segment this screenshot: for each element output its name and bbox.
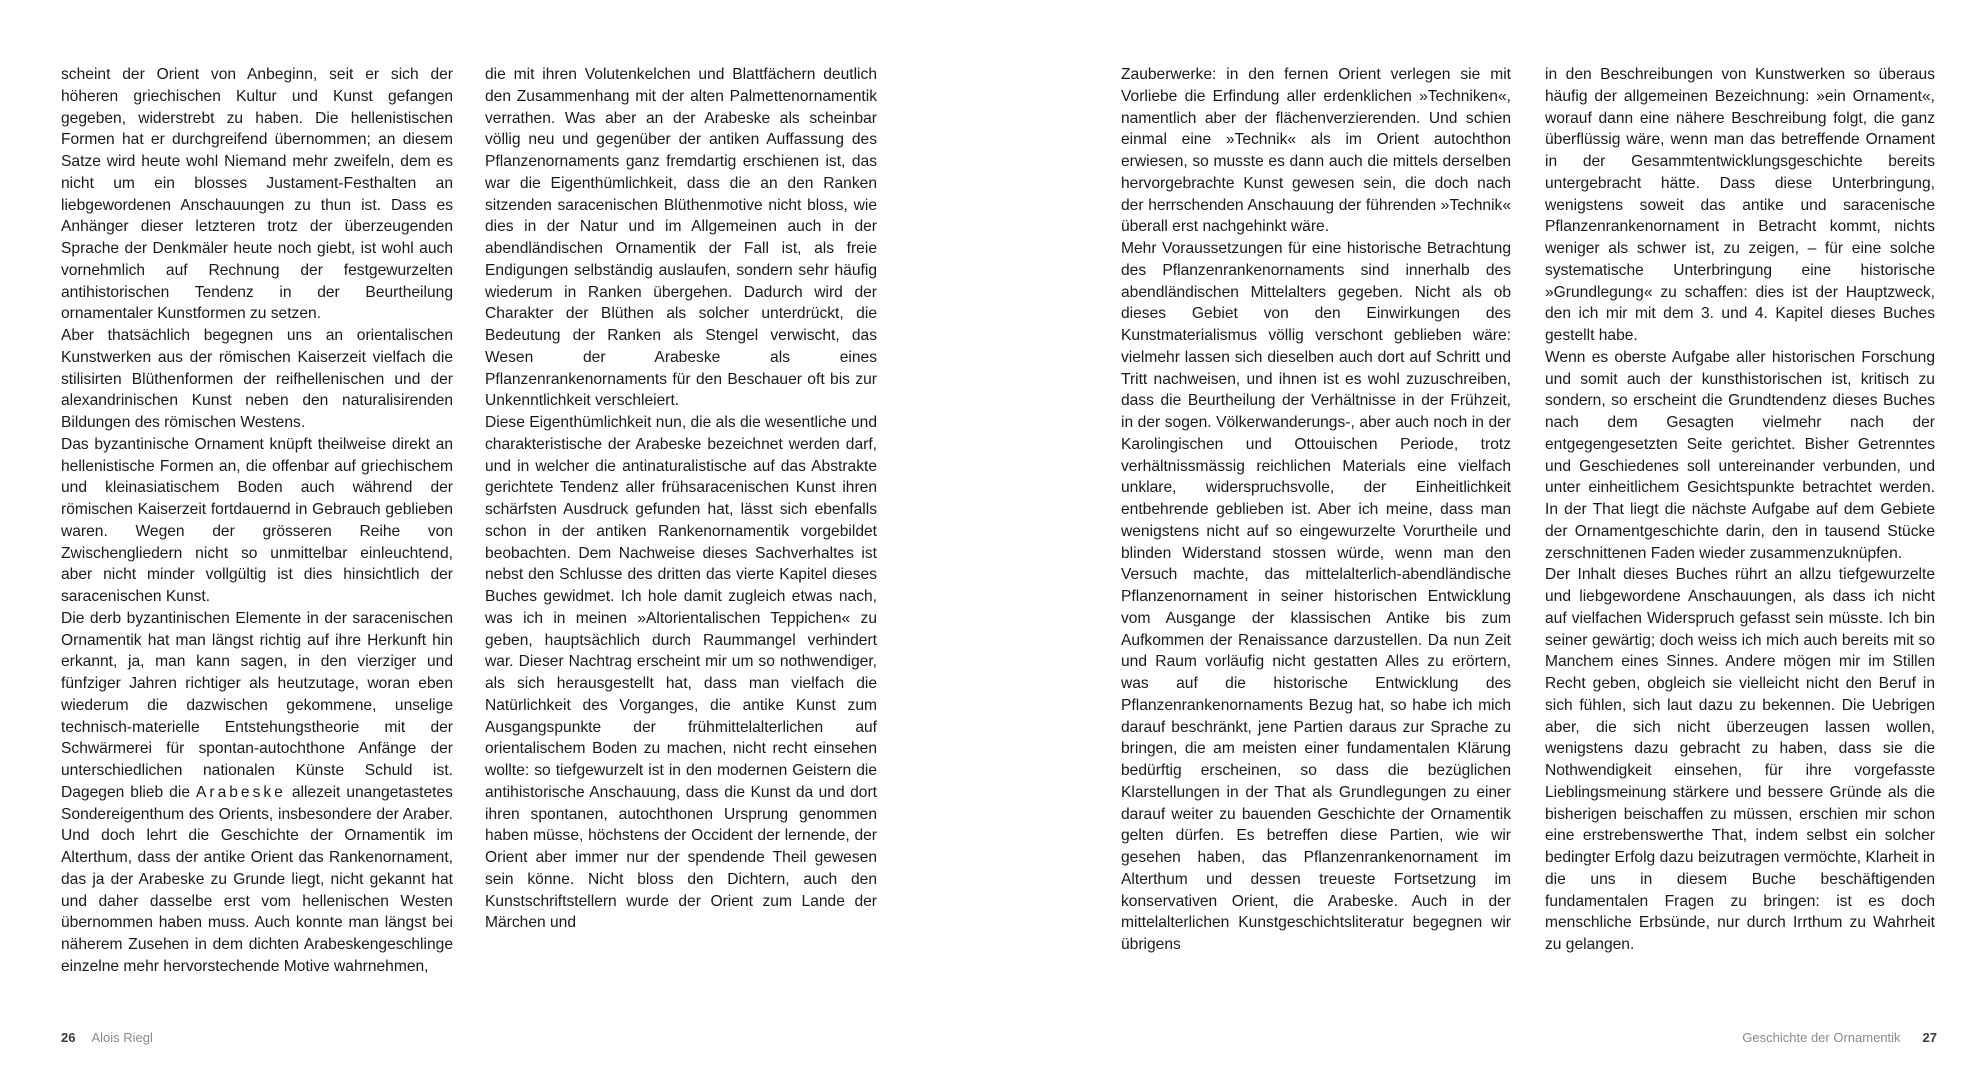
- right-page: [992, 0, 1984, 1086]
- text-run: allezeit unangetastetes Sondereigenthum des Orients, insbesondere der Araber. Und doch lehrt die Geschichte der Ornamentik im Alterthum, dass der antike Orient das Rankenornament, das ja der Arabeske zu Grunde liegt, nicht gekannt hat und daher dasselbe erst vom hellenischen Westen übernommen haben muss. Auch konnte man längst bei näherem Zusehen in dem dichten Arabeskengeschlinge einzelne mehr hervorstechende Motive wahrnehmen,: [61, 783, 453, 975]
- paragraph: Zauberwerke: in den fernen Orient verlegen sie mit Vorliebe die Erfindung aller erdenklichen »Techniken«, namentlich aber der flächenverzierenden. Und schien einmal eine »Technik« als im Orient autochthon erwiesen, so musste es dann auch die mittels derselben hervorgebrachte Kunst gewesen sein, die doch nach der herrschenden Anschauung der führenden »Technik« überall erst nachgehinkt wäre.: [1121, 66, 1511, 236]
- paragraph: Aber thatsächlich begegnen uns an orientalischen Kunstwerken aus der römischen Kaiserzeit vielfach die stilisirten Blüthenformen der reifhellenischen und der alexandrinischen Kunst neben den naturalisirenden Bildungen des römischen Westens.: [61, 327, 453, 431]
- left-page-column-2: [485, 64, 877, 934]
- paragraph: Das byzantinische Ornament knüpft theilweise direkt an hellenistische Formen an, die offenbar auf griechischem und kleinasiatischem Boden auch während der römischen Kaiserzeit fortdauernd in Gebrauch geblieben waren. Wegen der grösseren Reihe von Zwischengliedern nicht so unmittelbar einleuchtend, aber nicht minder vollgültig ist dies hinsichtlich der saracenischen Kunst.: [61, 435, 453, 605]
- running-head-title: Geschichte der Ornamentik: [1742, 1030, 1901, 1045]
- right-page-column-2: [1545, 64, 1935, 956]
- page-number: 26: [61, 1030, 76, 1045]
- running-head-author: Alois Riegl: [91, 1030, 153, 1045]
- paragraph: Diese Eigenthümlichkeit nun, die als die wesentliche und charakteristische der Arabeske bezeichnet werden darf, und in welcher die antinaturalistische auf das Abstrakte gerichtete Tendenz aller frühsaracenischen Kunst ihren schärfsten Ausdruck gefunden hat, lässt sich ebenfalls schon in der antiken Rankenornamentik vorgebildet beobachten. Dem Nachweise dieses Sachverhaltes ist nebst den Schlusse des dritten das vierte Kapitel dieses Buches gewidmet. Ich hole damit zugleich etwas nach, was ich in meinen »Altorientalischen Teppichen« zu geben, hauptsächlich durch Raummangel verhindert war. Dieser Nachtrag erscheint mir um so nothwendiger, als sich herausgestellt hat, dass man vielfach die Natürlichkeit des Vorganges, die antike Kunst zum Ausgangspunkte der frühmittelalterlichen auf orientalischem Boden zu machen, nicht recht einsehen wollte: so tiefgewurzelt ist in den modernen Geistern die antihistorische Anschauung, dass die Kunst da und dort ihren spontanen, autochthonen Ursprung genommen haben müsse, höchstens der Occident der lernende, der Orient aber immer nur der spendende Theil gewesen sein könne. Nicht bloss den Dichtern, auch den Kunstschriftstellern wurde der Orient zum Lande der Märchen und: [485, 414, 877, 932]
- paragraph: [61, 608, 453, 978]
- paragraph: Mehr Voraussetzungen für eine historische Betrachtung des Pflanzenrankenornaments sind innerhalb des abendländischen Mittelalters gegeben. Nicht als ob dieses Gebiet von den Einwirkungen des Kunstmaterialismus völlig verschont geblieben wäre: vielmehr lassen sich dieselben auch dort auf Schritt und Tritt nachweisen, und ihnen ist es wohl zuzuschreiben, dass die Beurtheilung der Verhältnisse in der Frühzeit, in der sogen. Völkerwanderungs-, aber auch noch in der Karolingischen und Ottouischen Periode, trotz verhältnissmässig reichlichen Materials eine vielfach unklare, widerspruchsvolle, der Einheitlichkeit entbehrende geblieben ist. Aber ich meine, dass man wenigstens nicht auf so eingewurzelte Vorurtheile und blinden Widerstand stossen würde, wenn man den Versuch machte, das mittelalterlich-abendländische Pflanzenornament in seiner historischen Entwicklung vom Ausgange der klassischen Antike bis zum Aufkommen der Renaissance darzustellen. Da nun Zeit und Raum vorläufig nicht gestatten Alles zu erörtern, was auf die historische Entwicklung des Pflanzenrankenornaments Bezug hat, so habe ich mich darauf beschränkt, jene Partien daraus zur Sprache zu bringen, die am meisten einer fundamentalen Klärung bedürftig erscheinen, so dass die bezüglichen Klarstellungen in der That als Grundlegungen zu einer darauf weiter zu bauenden Geschichte der Ornamentik gelten dürfen. Es betreffen diese Partien, wie wir gesehen haben, das Pflanzenrankenornament im Alterthum und dessen treueste Fortsetzung im konservativen Orient, die Arabeske. Auch in der mittelalterlichen Kunstgeschichtsliteratur begegnen wir übrigens: [1121, 240, 1511, 953]
- paragraph: in den Beschreibungen von Kunstwerken so überaus häufig der allgemeinen Bezeichnung: »ein Ornament«, worauf dann eine nähere Beschreibung folgt, die ganz überflüssig wäre, wenn man das betreffende Ornament in der Gesammtentwicklungsgeschichte bereits untergebracht hätte. Dass diese Unterbringung, wenigstens soweit das antike und saracenische Pflanzenrankenornament in Betracht kommt, nichts weniger als schwer ist, zu zeigen, – für eine solche systematische Unterbringung eine historische »Grundlegung« zu schaffen: dies ist der Hauptzweck, den ich mir mit dem 3. und 4. Kapitel dieses Buches gestellt habe.: [1545, 66, 1935, 344]
- paragraph: die mit ihren Volutenkelchen und Blattfächern deutlich den Zusammenhang mit der alten Palmettenornamentik verrathen. Was aber an der Arabeske als scheinbar völlig neu und gegenüber der antiken Auffassung des Pflanzenornaments ganz fremdartig erschienen ist, das war die Eigenthümlichkeit, dass die an den Ranken sitzenden saracenischen Blüthenmotive nicht bloss, wie dies in der Natur und im Allgemeinen auch in der abendländischen Ornamentik der Fall ist, als freie Endigungen selbständig auslaufen, sondern sehr häufig wiederum in Ranken übergehen. Dadurch wird der Charakter der Blüthen als solcher unterdrückt, die Bedeutung der Ranken als Stengel verwischt, das Wesen der Arabeske als eines Pflanzenrankenornaments für den Beschauer oft bis zur Unkenntlichkeit verschleiert.: [485, 66, 877, 410]
- paragraph: Der Inhalt dieses Buches rührt an allzu tiefgewurzelte und liebgewordene Anschauungen, als dass ich nicht auf vielfachen Widerspruch gefasst sein müsste. Ich bin seiner gewärtig; doch weiss ich mich auch bereits mit so Manchem eines Sinnes. Andere mögen mir im Stillen Recht geben, obgleich sie vielleicht nicht den Beruf in sich fühlen, sich laut dazu zu bekennen. Die Uebrigen aber, die sich nicht überzeugen lassen wollen, wenigstens dazu gebracht zu haben, dass sie die Nothwendigkeit einsehen, für ihre vorgefasste Lieblingsmeinung stärkere und bessere Gründe als die bisherigen beischaffen zu müssen, erschien mir schon eine erstrebenswerthe That, indem selbst ein solcher bedingter Erfolg dazu beizutragen vermöchte, Klarheit in die uns in diesem Buche beschäftigenden fundamentalen Fragen zu bringen: ist es doch menschliche Erbsünde, nur durch Irrthum zu Wahrheit zu gelangen.: [1545, 566, 1935, 953]
- left-page-column-1: [61, 64, 453, 978]
- right-page-footer: [1742, 1030, 1937, 1045]
- text-run: Die derb byzantinischen Elemente in der saracenischen Ornamentik hat man längst richtig auf ihre Herkunft hin erkannt, ja, man kann sagen, in den vierziger und fünfziger Jahren richtiger als heutzutage, woran eben wiederum die dazwischen gekommene, unselige technisch-materielle Entstehungstheorie mit der Schwärmerei für spontan-autochthone Anfänge der unterschiedlichen nationalen Künste Schuld ist. Dagegen blieb die: [61, 609, 453, 801]
- emphasized-term: Arabeske: [195, 783, 286, 801]
- page-number: 27: [1922, 1030, 1937, 1045]
- left-page-footer: [61, 1030, 153, 1045]
- right-page-column-1: [1121, 64, 1511, 956]
- paragraph: Wenn es oberste Aufgabe aller historischen Forschung und somit auch der kunsthistorischen ist, kritisch zu sondern, so erscheint die Grundtendenz dieses Buches nach dem Gesagten vielmehr nach der entgegengesetzten Seite gerichtet. Bisher Getrenntes und Geschiedenes soll untereinander verbunden, und unter einheitlichem Gesichtspunkte betrachtet werden. In der That liegt die nächste Aufgabe auf dem Gebiete der Ornamentgeschichte darin, den in tausend Stücke zerschnittenen Faden wieder zusammenzuknüpfen.: [1545, 348, 1935, 562]
- paragraph: scheint der Orient von Anbeginn, seit er sich der höheren griechischen Kultur und Kunst gefangen gegeben, widerstrebt zu haben. Die hellenistischen Formen hat er durchgreifend übernommen; an diesem Satze wird heute wohl Niemand mehr zweifeln, dem es nicht um ein blosses Justament-Festhalten an liebgewordenen Anschauungen zu thun ist. Dass es Anhänger dieser letzteren trotz der überzeugenden Sprache der Denkmäler heute noch giebt, ist wohl auch vornehmlich auf Rechnung der festgewurzelten antihistorischen Tendenz in der Beurtheilung ornamentaler Kunstformen zu setzen.: [61, 66, 453, 323]
